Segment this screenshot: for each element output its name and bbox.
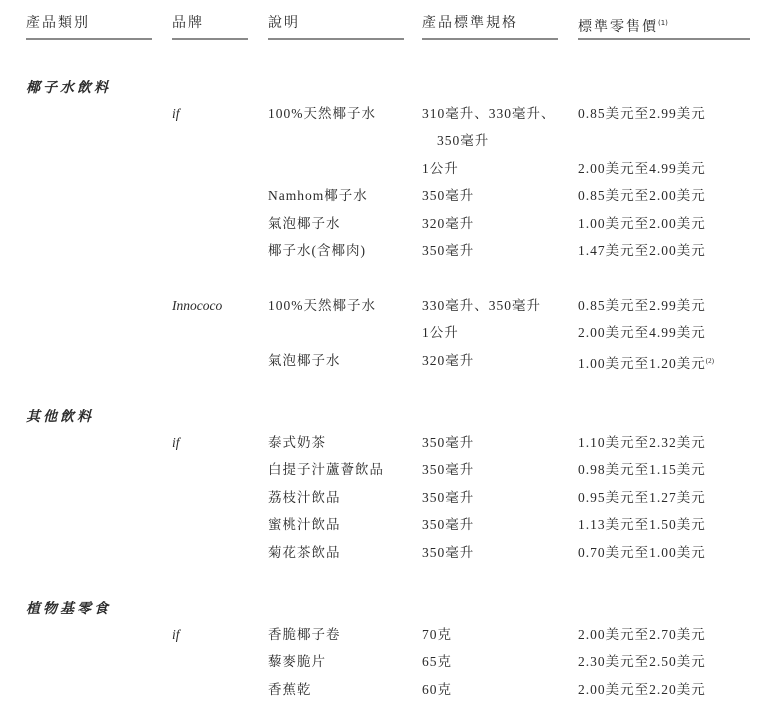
category-label: 椰子水飲料 <box>26 80 111 96</box>
footnote-marker: (1) <box>658 19 668 27</box>
header-price <box>578 14 750 40</box>
spec-cell: 70克 <box>422 627 452 642</box>
price-cell: 0.85美元至2.99美元 <box>578 298 706 313</box>
price-cell: 1.00美元至2.00美元 <box>578 216 706 231</box>
description-cell: 100%天然椰子水 <box>268 298 376 313</box>
description-cell: 泰式奶茶 <box>268 435 326 450</box>
price-cell: 0.98美元至1.15美元 <box>578 462 706 477</box>
brand-label: if <box>172 106 180 121</box>
price-cell: 2.30美元至2.50美元 <box>578 654 706 669</box>
description-cell: 荔枝汁飲品 <box>268 490 341 505</box>
category-label: 其他飲料 <box>26 409 94 425</box>
spec-cell: 60克 <box>422 682 452 697</box>
description-cell: 白提子汁蘆薈飲品 <box>268 462 384 477</box>
spec-cell: 330毫升、350毫升 <box>422 298 541 313</box>
price-cell: 2.00美元至2.20美元 <box>578 682 706 697</box>
price-cell: 2.00美元至4.99美元 <box>578 161 706 176</box>
category-label: 植物基零食 <box>26 601 111 617</box>
spec-cell: 350毫升 <box>422 435 475 450</box>
header-spec: 產品標準規格 <box>422 14 558 40</box>
price-cell: 0.85美元至2.00美元 <box>578 188 706 203</box>
header-price-label: 標準零售價 <box>578 19 658 35</box>
price-cell <box>578 352 714 373</box>
description-cell: 菊花茶飲品 <box>268 545 341 560</box>
price-cell: 1.47美元至2.00美元 <box>578 243 706 258</box>
description-cell: 藜麥脆片 <box>268 654 326 669</box>
footnote-marker: (2) <box>705 357 714 365</box>
spec-cell: 350毫升 <box>422 545 475 560</box>
spec-cell: 1公升 <box>422 161 459 176</box>
brand-label: if <box>172 435 180 450</box>
spec-cell: 1公升 <box>422 325 459 340</box>
spec-cell: 310毫升、330毫升、 <box>422 106 556 121</box>
spec-cell: 320毫升 <box>422 353 475 368</box>
spec-cell: 350毫升 <box>422 243 475 258</box>
description-cell: Namhom椰子水 <box>268 188 368 203</box>
price-cell: 2.00美元至2.70美元 <box>578 627 706 642</box>
price-cell: 0.85美元至2.99美元 <box>578 106 706 121</box>
price-cell: 2.00美元至4.99美元 <box>578 325 706 340</box>
description-cell: 氣泡椰子水 <box>268 216 341 231</box>
header-description: 說明 <box>268 14 404 40</box>
price-cell: 0.70美元至1.00美元 <box>578 545 706 560</box>
description-cell: 100%天然椰子水 <box>268 106 376 121</box>
description-cell: 蜜桃汁飲品 <box>268 517 341 532</box>
spec-cell: 350毫升 <box>422 462 475 477</box>
spec-cell: 320毫升 <box>422 216 475 231</box>
price-cell: 0.95美元至1.27美元 <box>578 490 706 505</box>
spec-cell: 65克 <box>422 654 452 669</box>
header-category: 產品類別 <box>26 14 152 40</box>
header-brand: 品牌 <box>172 14 248 40</box>
description-cell: 香脆椰子卷 <box>268 627 341 642</box>
price-cell: 1.13美元至1.50美元 <box>578 517 706 532</box>
price-value: 1.00美元至1.20美元 <box>578 356 706 371</box>
spec-cell: 350毫升 <box>422 490 475 505</box>
price-cell: 1.10美元至2.32美元 <box>578 435 706 450</box>
description-cell: 氣泡椰子水 <box>268 353 341 368</box>
description-cell: 香蕉乾 <box>268 682 312 697</box>
spec-cell-continued: 350毫升 <box>437 133 490 148</box>
spec-cell: 350毫升 <box>422 188 475 203</box>
spec-cell: 350毫升 <box>422 517 475 532</box>
description-cell: 椰子水(含椰肉) <box>268 243 366 258</box>
brand-label: if <box>172 627 180 642</box>
brand-label: Innococo <box>172 298 223 313</box>
